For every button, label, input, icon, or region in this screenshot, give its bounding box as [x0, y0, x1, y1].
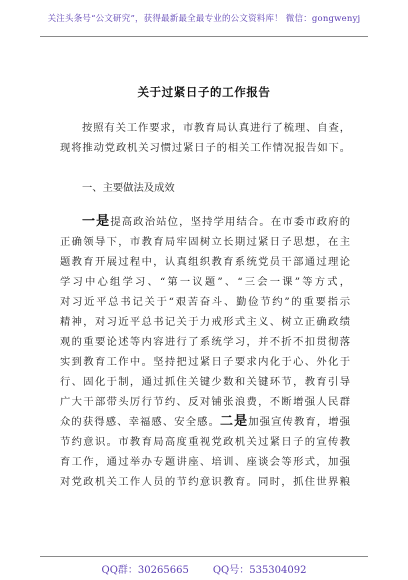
p1-line-10: 广大干部带头厉行节约、反对铺张浪费，不断增强人民群	[60, 396, 350, 408]
p1-line-6: 精神，对习近平总书记关于力戒形式主义、树立正确政绩	[60, 316, 350, 328]
p1-line-2: 正确领导下，市教育局牢固树立长期过紧日子思想，在主	[60, 236, 350, 248]
p2-line-4: 对党政机关工作人员的节约意识教育。同时，抓住世界粮	[60, 476, 350, 488]
intro-line-2: 现将推动党政机关习惯过紧日子的相关工作情况报告如下。	[60, 142, 350, 154]
p1-line-8: 实到教育工作中。坚持把过紧日子要求内化于心、外化于	[60, 356, 350, 368]
section-heading: 一、主要做法及成效	[82, 182, 175, 194]
p2-first-rest: 加强宣传教育，增强	[248, 416, 350, 428]
page-title: 关于过紧日子的工作报告	[137, 85, 271, 99]
footer-divider	[40, 556, 368, 557]
p1-p2-line	[60, 412, 350, 432]
p2-line-2: 节约意识。市教育局高度重视党政机关过紧日子的宣传教	[60, 436, 350, 448]
p2-line-3: 育工作，通过举办专题讲座、培训、座谈会等形式，加强	[60, 456, 350, 468]
p1-line-9: 行、固化于制，通过抓住关键少数和关键环节，教育引导	[60, 376, 350, 388]
header-divider	[40, 36, 368, 37]
intro-line-1: 按照有关工作要求，市教育局认真进行了梳理、自查，	[82, 122, 350, 134]
footer-qq: QQ号：535304092	[212, 565, 307, 576]
p1-line-7: 观的重要论述等内容进行了系统学习，并不折不扣贯彻落	[60, 336, 350, 348]
p1-line-3: 题教育开展过程中，认真组织教育系统党员干部通过理论	[60, 256, 350, 268]
p1-line-4: 学习中心组学习、“第一议题”、“三会一课”等方式，	[60, 276, 350, 288]
p2-lead: 二是	[220, 414, 249, 429]
p1-lead: 一是	[82, 214, 111, 229]
footer-qq-group: QQ群：30265665	[101, 565, 189, 576]
p1-line-5: 对习近平总书记关于“艰苦奋斗、勤俭节约”的重要指示	[60, 296, 350, 308]
header-banner: 关注头条号“公文研究”，获得最新最全最专业的公文资料库！ 微信：gongwenyj	[47, 14, 361, 24]
p1-line-end: 众的获得感、幸福感、安全感。	[60, 416, 220, 428]
p1-line-1	[82, 212, 350, 232]
footer	[0, 561, 408, 576]
p1-first-rest: 提高政治站位，坚持学用结合。在市委市政府的	[110, 216, 350, 228]
